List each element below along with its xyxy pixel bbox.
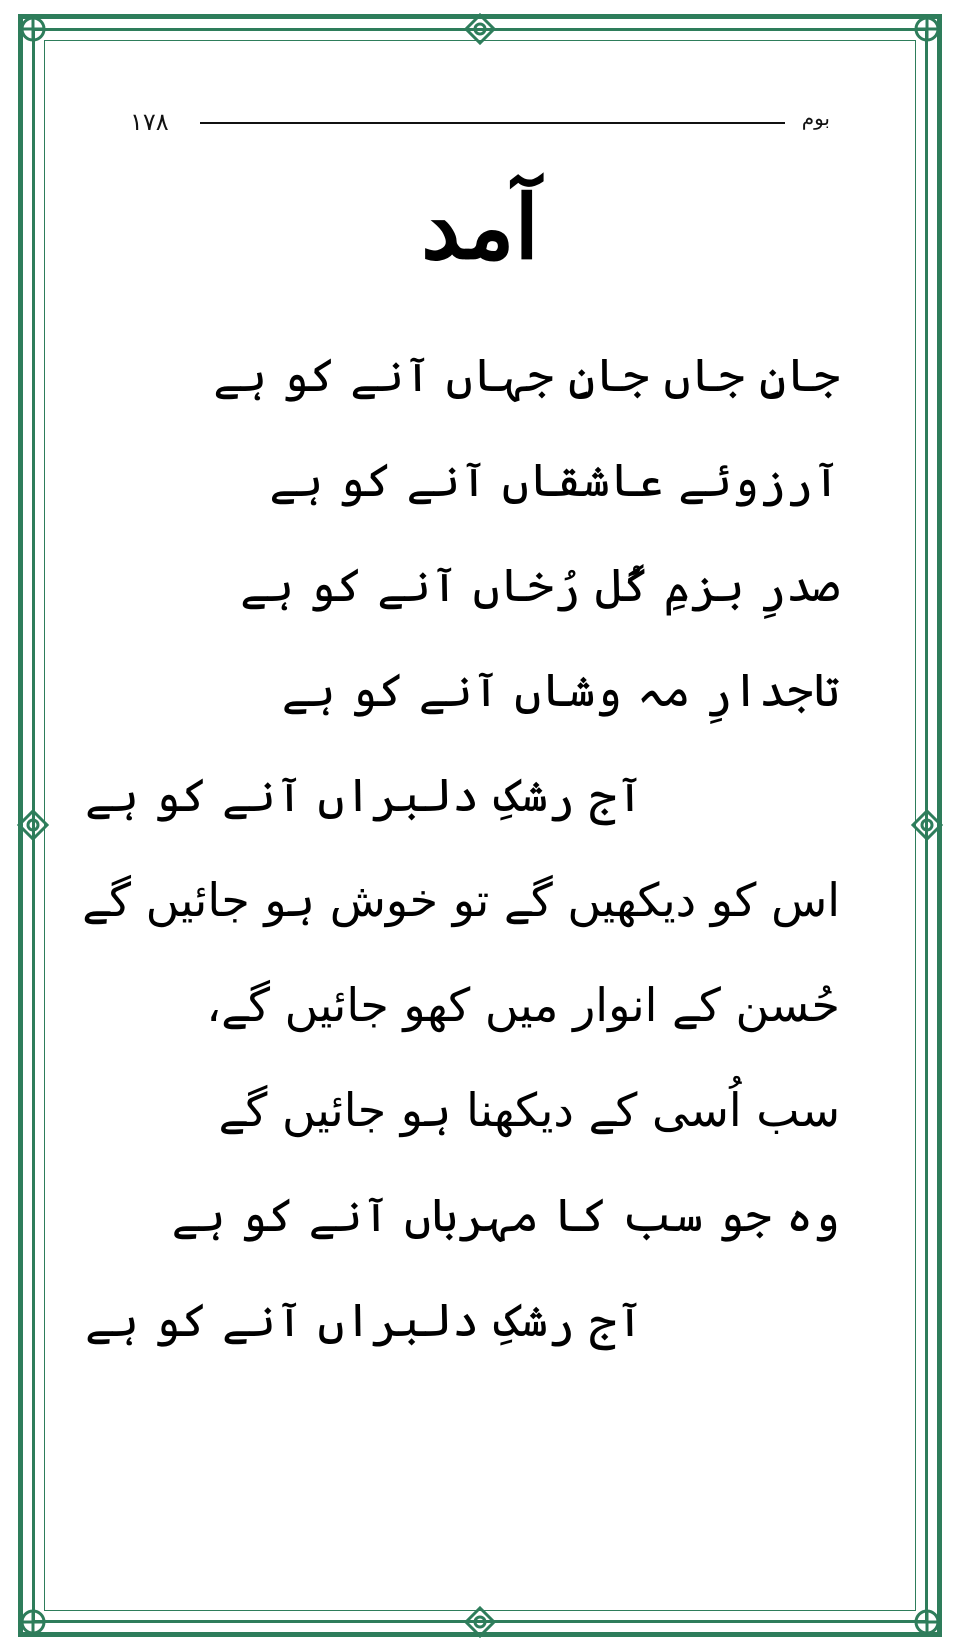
verse-line: وہ جو سب کا مہرباں آنے کو ہے <box>171 1188 840 1242</box>
side-ornament-left <box>16 808 50 842</box>
running-head: بوم <box>801 106 830 130</box>
bottom-ornament <box>463 1605 497 1639</box>
verse-line: جانِ جاں جانِ جہاں آنے کو ہے <box>213 348 840 402</box>
refrain-line: آج رشکِ دلبراں آنے کو ہے <box>85 768 644 822</box>
verse-line: سب اُسی کے دیکھنا ہو جائیں گے <box>218 1083 840 1137</box>
poem-title: آمد <box>421 175 539 279</box>
verse-line: اس کو دیکھیں گے تو خوش ہو جائیں گے <box>82 873 840 927</box>
verse-line: حُسن کے انوار میں کھو جائیں گے، <box>206 978 840 1032</box>
corner-ornament-bottom-right <box>910 1605 944 1639</box>
page-number: ۱۷۸ <box>130 108 169 136</box>
refrain-line: آج رشکِ دلبراں آنے کو ہے <box>85 1293 644 1347</box>
page-header <box>130 108 830 138</box>
corner-ornament-top-right <box>910 12 944 46</box>
verse-line: آرزوئے عاشقاں آنے کو ہے <box>269 453 840 507</box>
corner-ornament-bottom-left <box>16 1605 50 1639</box>
corner-ornament-top-left <box>16 12 50 46</box>
top-ornament <box>463 12 497 46</box>
verse-line: صدرِ بزمِ گُل رُخاں آنے کو ہے <box>240 558 840 612</box>
poem-lines <box>70 335 850 1385</box>
side-ornament-right <box>910 808 944 842</box>
verse-line: تاجدارِ مہ وشاں آنے کو ہے <box>281 663 840 717</box>
header-rule <box>200 122 785 124</box>
